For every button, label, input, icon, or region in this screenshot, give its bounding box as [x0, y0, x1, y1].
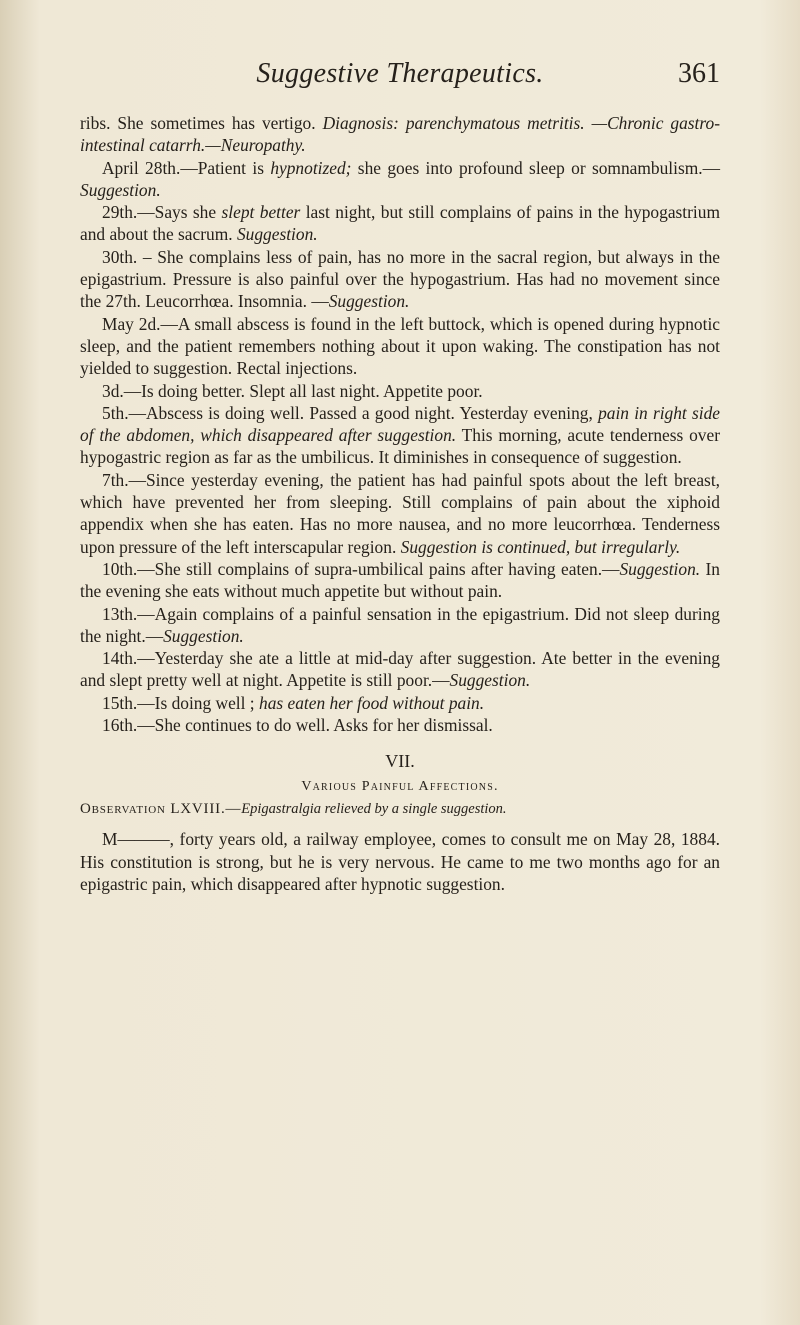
- section-title: Various Painful Affections.: [301, 779, 499, 795]
- case-paragraph: [80, 603, 720, 648]
- text-run: 14th.—Yesterday she ate a little at mid-day after suggestion. Ate better in the evening and slept pretty well at night. Appetite is still poor.—: [80, 648, 720, 691]
- italic-text: Suggestion.: [163, 625, 244, 646]
- italic-text: Suggestion is continued, but irregularly.: [400, 536, 681, 557]
- text-run: 5th.—Abscess is doing well. Passed a good night. Yesterday evening,: [102, 402, 599, 423]
- section-number: VII.: [385, 751, 415, 772]
- text-run: In the evening she eats without much appetite but without pain.: [80, 558, 720, 602]
- text-run: 30th. – She complains less of pain, has no more in the sacral region, but always in the epigastrium. Pressure is also painful over the hypogastrium. Has had no movement since the 27th. Leucorrhœa. Insomnia. —: [80, 246, 720, 312]
- text-run: she goes into profound sleep or somnambulism.—: [351, 157, 720, 178]
- text-run: 13th.—Again complains of a painful sensation in the epigastrium. Did not sleep during the night.—: [80, 603, 720, 646]
- italic-text: Suggestion.: [328, 291, 410, 312]
- case-paragraph: [80, 112, 720, 157]
- case-paragraph: [80, 201, 720, 246]
- case-paragraph: [80, 157, 720, 202]
- text-run: May 2d.—A small abscess is found in the left buttock, which is opened during hypnotic sleep, and the patient remembers nothing about it upon waking. The constipation has not yielded to suggestion. Rectal injections.: [80, 313, 720, 379]
- case-paragraph: [80, 469, 720, 558]
- text-run: 15th.—Is doing well ;: [102, 692, 259, 713]
- case-paragraph: [80, 714, 720, 736]
- italic-text: Suggestion.: [619, 558, 701, 579]
- italic-text: Diagnosis: parenchymatous metritis. —Chronic gastro-intestinal catarrh.—Neuropathy.: [80, 113, 720, 156]
- italic-text: Suggestion.: [449, 670, 531, 691]
- running-title: Suggestive Therapeutics.: [256, 58, 544, 89]
- italic-text: has eaten her food without pain.: [259, 692, 485, 713]
- text-run: last night, but still complains of pains in the hypogastrium and about the sacrum.: [80, 202, 720, 245]
- text-run: April 28th.—Patient is: [102, 157, 271, 178]
- case-paragraph: [80, 692, 720, 714]
- case-paragraph: [80, 402, 720, 469]
- case-paragraph: [80, 313, 720, 380]
- text-run: ribs. She sometimes has vertigo.: [80, 113, 323, 133]
- observation-heading: [80, 798, 720, 820]
- case-paragraph: [80, 246, 720, 313]
- page-header: [0, 58, 800, 98]
- italic-text: hypnotized;: [270, 157, 352, 178]
- case-paragraph: [80, 558, 720, 603]
- italic-text: Suggestion.: [80, 179, 161, 200]
- italic-text: Suggestion.: [236, 224, 318, 245]
- italic-text: slept better: [221, 202, 301, 223]
- observation-label: Observation LXVIII.—: [80, 801, 242, 818]
- text-run: 29th.—Says she: [102, 202, 222, 223]
- italic-text: pain in right side of the abdomen, which disappeared after suggestion.: [80, 402, 720, 446]
- text-run: 16th.—She continues to do well. Asks for her dismissal.: [102, 715, 493, 736]
- observation-paragraph: M———, forty years old, a railway employee, comes to consult me on May 28, 1884. His constitution is strong, but he is very nervous. He came to me two months ago for an epigastric pain, which disappeared after hypnotic suggestion.: [80, 829, 720, 894]
- observation-title: Epigastralgia relieved by a single suggestion.: [241, 801, 507, 818]
- text-run: 7th.—Since yesterday evening, the patient has had painful spots about the left breast, which have prevented her from sleeping. Still complains of pain about the xiphoid appendix when she has eaten. Has no more nausea, and no more leucorrhœa. Tenderness upon pressure of the left interscapular region.: [80, 469, 720, 557]
- case-notes: [80, 112, 720, 736]
- text-run: This morning, acute tenderness over hypogastric region as far as the umbilicus. It diminishes in consequence of suggestion.: [80, 425, 721, 468]
- page-number: 361: [678, 58, 720, 89]
- text-run: 10th.—She still complains of supra-umbilical pains after having eaten.—: [102, 558, 620, 579]
- case-paragraph: [80, 380, 720, 402]
- text-run: 3d.—Is doing better. Slept all last night. Appetite poor.: [102, 380, 483, 401]
- case-paragraph: [80, 647, 720, 692]
- page-body: [80, 112, 720, 895]
